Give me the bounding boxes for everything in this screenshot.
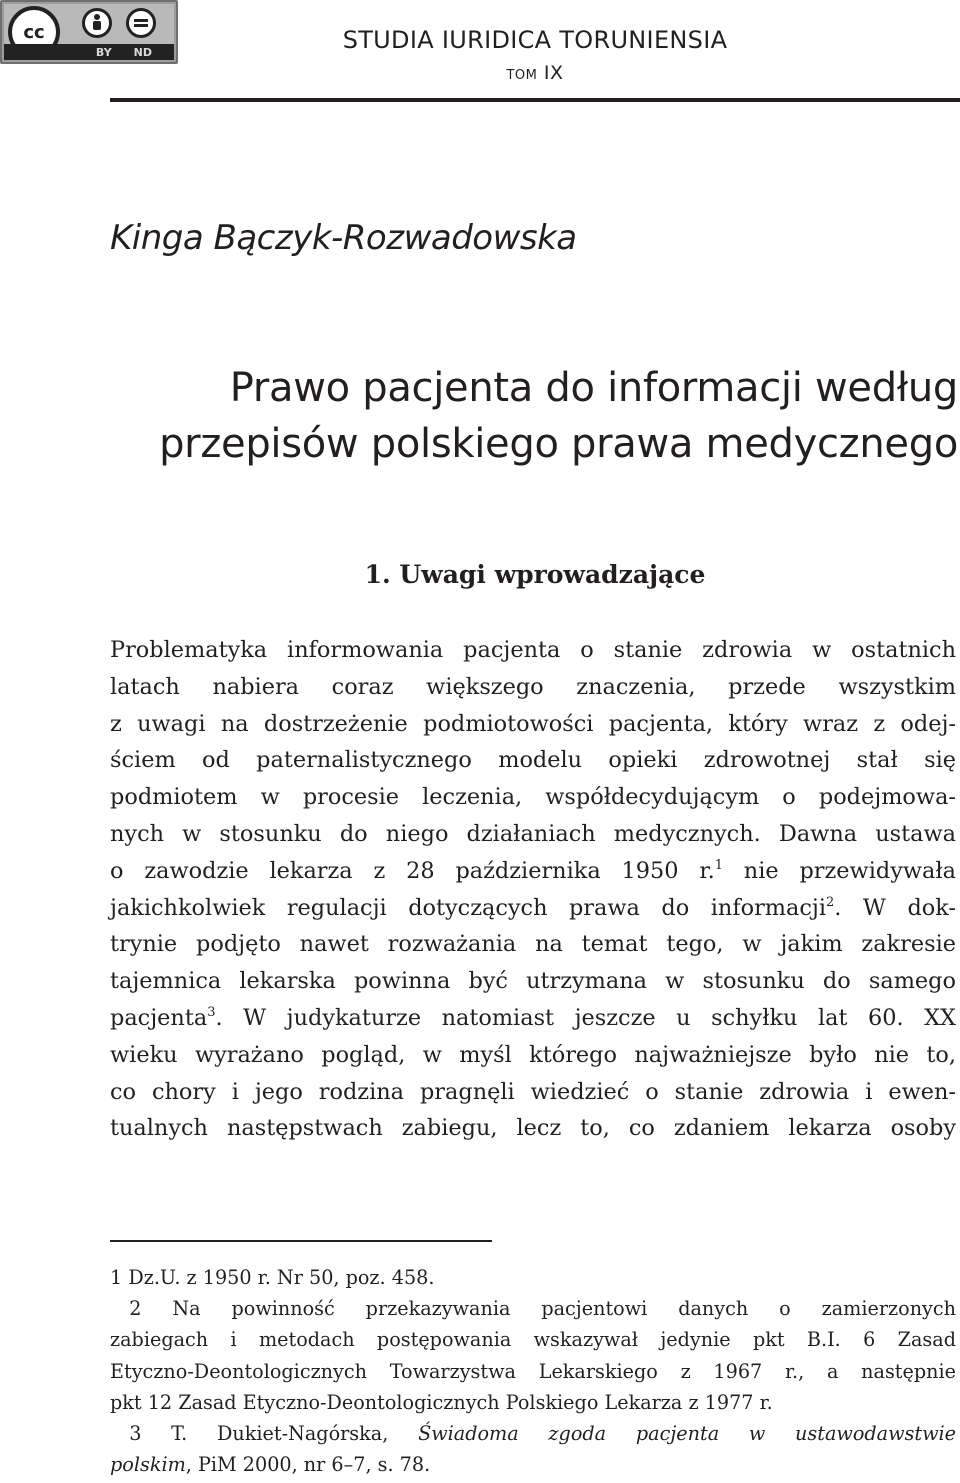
footnote-number: 3 bbox=[129, 1422, 142, 1446]
body-line: tajemnica lekarska powinna być utrzymana w stosunku do samego bbox=[110, 968, 956, 995]
footnote-citation: , PiM 2000, nr 6–7, s. 78. bbox=[185, 1453, 431, 1477]
cc-license-badge bbox=[0, 0, 178, 64]
body-line: co chory i jego rodzina pragnęli wiedzieć o stanie zdrowia i ewen- bbox=[110, 1078, 956, 1105]
cc-by-label: BY bbox=[95, 45, 112, 59]
footnote-ref: 3 bbox=[207, 1004, 216, 1020]
footnote-text: Na powinność przekazywania pacjentowi danych o zamierzonych bbox=[172, 1297, 956, 1321]
footnote-rule bbox=[110, 1240, 492, 1242]
body-line: Problematyka informowania pacjenta o stanie zdrowia w ostatnich bbox=[110, 637, 956, 663]
footnote-ref: 2 bbox=[826, 894, 835, 910]
footnote-number: 2 bbox=[129, 1297, 142, 1321]
body-line: z uwagi na dostrzeżenie podmiotowości pacjenta, który wraz z odej- bbox=[110, 710, 956, 737]
footnote-2-line: zabiegach i metodach postępowania wskazywał jedynie pkt B.I. 6 Zasad bbox=[110, 1328, 956, 1352]
cc-nd-label: ND bbox=[133, 45, 152, 59]
body-line: nych w stosunku do niego działaniach medycznych. Dawna ustawa bbox=[110, 820, 956, 847]
footnote-2-line bbox=[110, 1293, 956, 1324]
body-line: trynie podjęto nawet rozważania na temat tego, w jakim zakresie bbox=[110, 931, 956, 958]
body-paragraph bbox=[110, 632, 956, 1147]
footnote-author: T. Dukiet-Nagórska, bbox=[171, 1422, 419, 1446]
body-line-text: nie przewidywała bbox=[722, 857, 956, 884]
footnote-cited-title: Świadoma zgoda pacjenta w ustawodawstwie bbox=[418, 1422, 957, 1446]
article-title bbox=[110, 360, 958, 472]
journal-title: STUDIA IURIDICA TORUNIENSIA bbox=[342, 26, 728, 54]
cc-logo-icon: cc bbox=[8, 6, 60, 58]
body-line: tualnych następstwach zabiegu, lecz to, co zdaniem lekarza osoby bbox=[110, 1115, 956, 1142]
body-line bbox=[110, 853, 956, 890]
article-title-line: przepisów polskiego prawa medycznego bbox=[159, 421, 958, 467]
footnotes bbox=[110, 1262, 956, 1480]
footnote-cited-title: polskim bbox=[110, 1453, 186, 1477]
footnote-3-line bbox=[110, 1418, 956, 1449]
body-line bbox=[110, 890, 956, 927]
footnote-2-line: Etyczno-Deontologicznych Towarzystwa Lekarskiego z 1967 r., a następnie bbox=[110, 1359, 956, 1383]
footnote-2-line: pkt 12 Zasad Etyczno-Deontologicznych Polskiego Lekarza z 1977 r. bbox=[110, 1390, 773, 1414]
footnote-1 bbox=[110, 1262, 956, 1293]
body-line-text: o zawodzie lekarza z 28 października 1950 r. bbox=[110, 857, 715, 884]
footnote-text: Dz.U. z 1950 r. Nr 50, poz. 458. bbox=[128, 1266, 435, 1289]
attribution-person-icon bbox=[82, 8, 112, 38]
section-heading: 1. Uwagi wprowadzające bbox=[364, 560, 706, 589]
cc-badge-labels bbox=[4, 44, 174, 60]
body-line-text: pacjenta bbox=[110, 1004, 208, 1031]
journal-volume: tom IX bbox=[506, 62, 564, 84]
body-line bbox=[110, 1000, 956, 1037]
body-line: latach nabiera coraz większego znaczenia, przede wszystkim bbox=[110, 673, 956, 700]
footnote-3-line bbox=[110, 1449, 956, 1480]
article-title-line: Prawo pacjenta do informacji według bbox=[229, 365, 958, 411]
article-author: Kinga Bączyk-Rozwadowska bbox=[110, 218, 577, 258]
body-line-text: . W dok- bbox=[834, 894, 956, 921]
header-rule bbox=[110, 98, 960, 102]
body-line: ściem od paternalistycznego modelu opieki zdrowotnej stał się bbox=[110, 747, 956, 774]
body-line: wieku wyrażano pogląd, w myśl którego najważniejsze było nie to, bbox=[110, 1041, 956, 1068]
no-derivatives-equals-icon bbox=[126, 8, 156, 38]
footnote-number: 1 bbox=[110, 1266, 123, 1289]
footnote-ref: 1 bbox=[714, 857, 723, 873]
body-line: podmiotem w procesie leczenia, współdecydującym o podejmowa- bbox=[110, 784, 956, 811]
body-line-text: jakichkolwiek regulacji dotyczących prawa do informacji bbox=[110, 894, 827, 921]
body-line-text: . W judykaturze natomiast jeszcze u schyłku lat 60. XX bbox=[215, 1004, 956, 1031]
